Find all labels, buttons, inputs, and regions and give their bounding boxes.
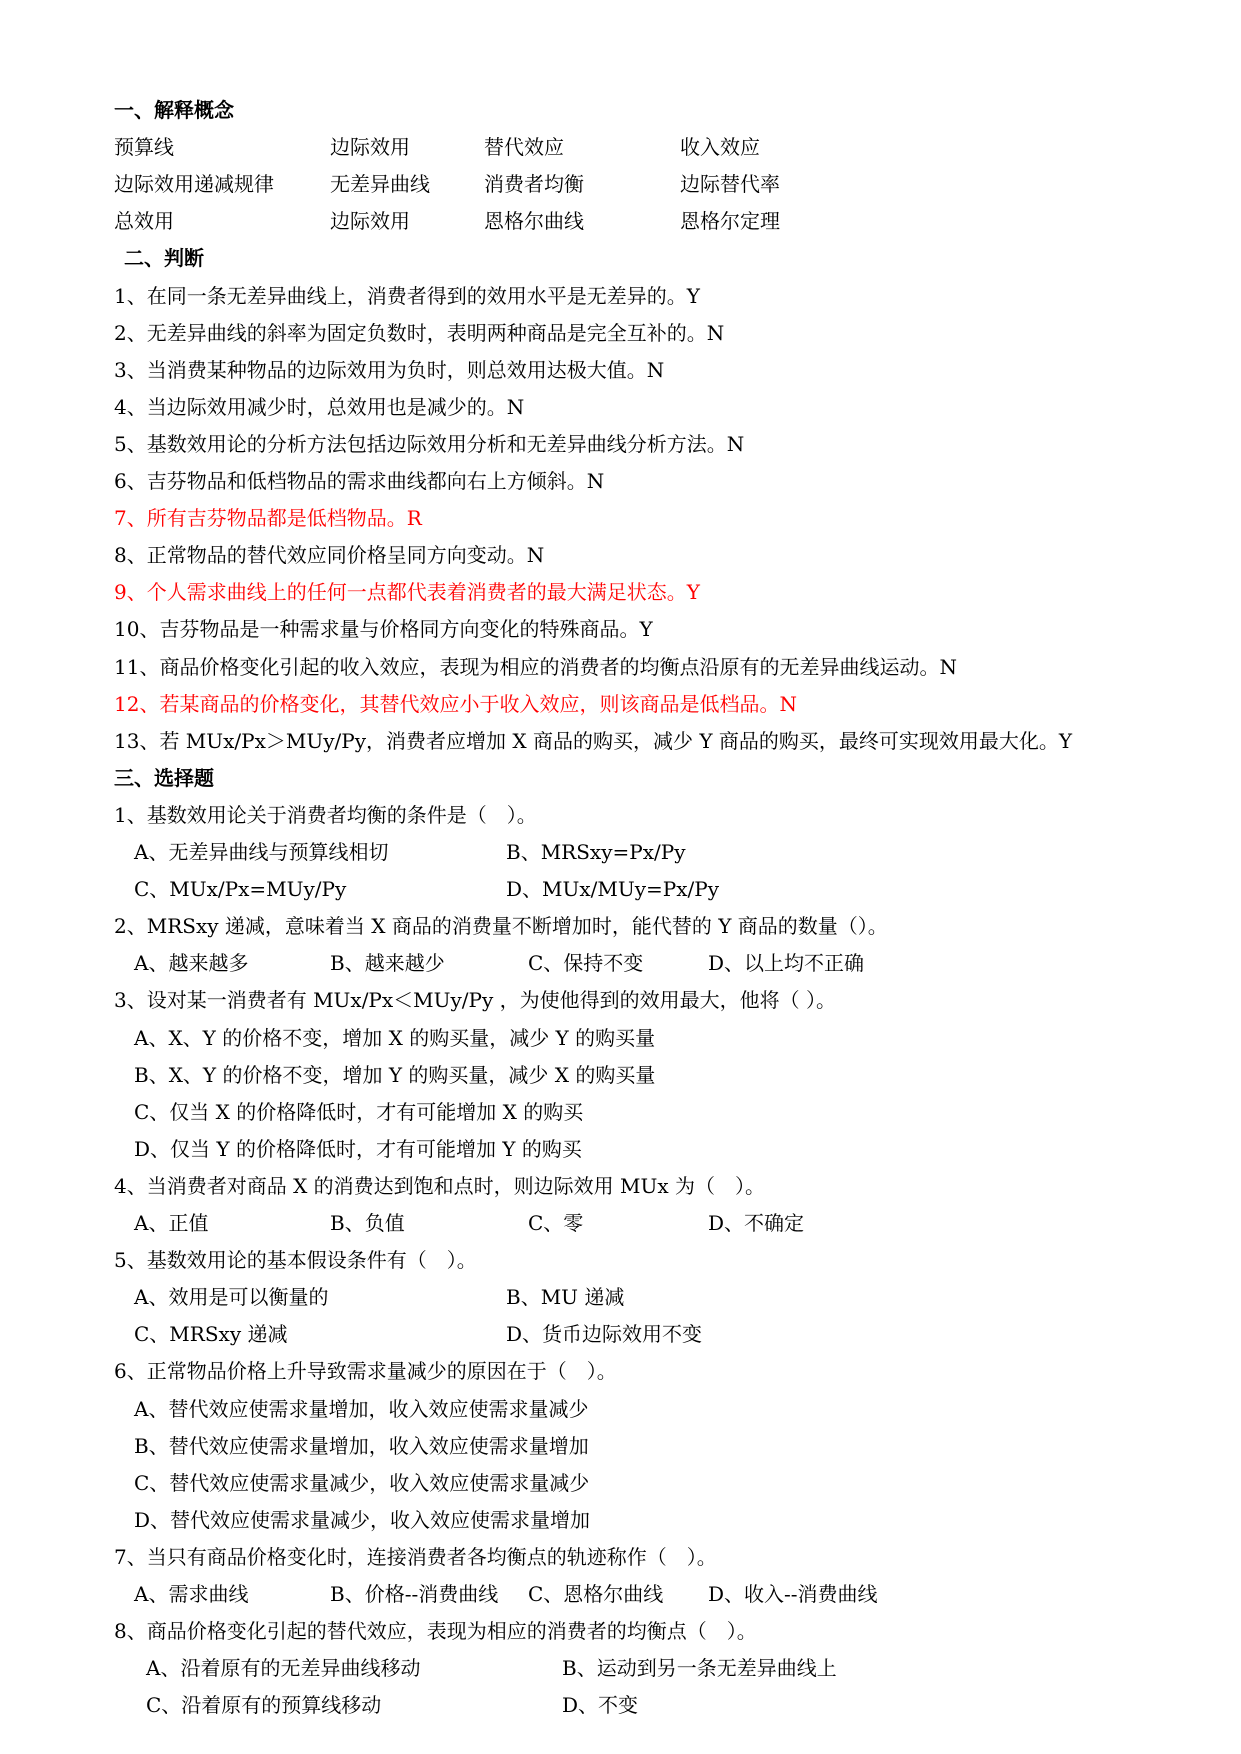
- option: D、仅当 Y 的价格降低时，才有可能增加 Y 的购买: [134, 1136, 582, 1161]
- option: A、效用是可以衡量的: [134, 1285, 329, 1310]
- judgment-text: 4、当边际效用减少时，总效用也是减少的。N: [114, 394, 525, 419]
- option: C、保持不变: [528, 951, 644, 976]
- option: B、价格--消费曲线: [330, 1582, 499, 1606]
- option: C、恩格尔曲线: [528, 1582, 664, 1606]
- option: D、收入--消费曲线: [708, 1582, 878, 1606]
- question-text: 4、当消费者对商品 X 的消费达到饱和点时，则边际效用 MUx 为（ ）。: [114, 1173, 766, 1198]
- question-text: 1、基数效用论关于消费者均衡的条件是（ ）。: [114, 802, 537, 827]
- question-text: 7、当只有商品价格变化时，连接消费者各均衡点的轨迹称作（ ）。: [114, 1544, 717, 1569]
- term: 恩格尔定理: [680, 209, 780, 234]
- term: 边际效用递减规律: [114, 172, 274, 197]
- judgment-text: 7、所有吉芬物品都是低档物品。R: [114, 506, 422, 531]
- term: 消费者均衡: [484, 172, 584, 197]
- option: A、越来越多: [134, 951, 249, 976]
- judgment-text: 6、吉芬物品和低档物品的需求曲线都向右上方倾斜。N: [114, 469, 605, 493]
- term: 收入效应: [680, 135, 760, 160]
- question-text: 8、商品价格变化引起的替代效应，表现为相应的消费者的均衡点（ ）。: [114, 1619, 757, 1644]
- option: A、正值: [134, 1211, 209, 1235]
- option: A、需求曲线: [134, 1582, 249, 1606]
- question-text: 5、基数效用论的基本假设条件有（ ）。: [114, 1248, 477, 1273]
- judgment-text: 2、无差异曲线的斜率为固定负数时，表明两种商品是完全互补的。N: [114, 320, 725, 345]
- option: C、替代效应使需求量减少，收入效应使需求量减少: [134, 1470, 590, 1495]
- option: B、替代效应使需求量增加，收入效应使需求量增加: [134, 1433, 589, 1458]
- option: C、沿着原有的预算线移动: [146, 1693, 382, 1718]
- option: A、替代效应使需求量增加，收入效应使需求量减少: [134, 1396, 589, 1421]
- option: D、货币边际效用不变: [506, 1322, 703, 1347]
- option: A、沿着原有的无差异曲线移动: [146, 1656, 421, 1681]
- term: 总效用: [114, 209, 174, 234]
- judgment-text: 13、若 MUx/Px＞MUy/Py，消费者应增加 X 商品的购买，减少 Y 商品的购买，最终可实现效用最大化。Y: [114, 728, 1073, 753]
- term: 无差异曲线: [330, 172, 430, 197]
- option: D、替代效应使需求量减少，收入效应使需求量增加: [134, 1507, 591, 1532]
- option: B、越来越少: [330, 951, 445, 976]
- judgment-text: 5、基数效用论的分析方法包括边际效用分析和无差异曲线分析方法。N: [114, 431, 745, 456]
- option: C、零: [528, 1211, 584, 1235]
- term: 恩格尔曲线: [484, 209, 584, 234]
- option: B、负值: [330, 1211, 405, 1235]
- option: C、仅当 X 的价格降低时，才有可能增加 X 的购买: [134, 1099, 584, 1124]
- judgment-text: 3、当消费某种物品的边际效用为负时，则总效用达极大值。N: [114, 357, 665, 382]
- judgment-text: 8、正常物品的替代效应同价格呈同方向变动。N: [114, 543, 545, 568]
- question-text: 6、正常物品价格上升导致需求量减少的原因在于（ ）。: [114, 1359, 617, 1384]
- option: D、以上均不正确: [708, 951, 865, 976]
- option: B、X、Y 的价格不变，增加 Y 的购买量，减少 X 的购买量: [134, 1062, 656, 1087]
- option: D、不变: [562, 1693, 639, 1718]
- judgment-text: 9、个人需求曲线上的任何一点都代表着消费者的最大满足状态。Y: [114, 580, 700, 605]
- term: 边际效用: [330, 135, 410, 160]
- term: 预算线: [114, 135, 174, 160]
- option: C、MRSxy 递减: [134, 1322, 288, 1347]
- option: A、无差异曲线与预算线相切: [134, 840, 389, 864]
- option: C、MUx/Px=MUy/Py: [134, 877, 347, 902]
- option: A、X、Y 的价格不变，增加 X 的购买量，减少 Y 的购买量: [134, 1025, 656, 1050]
- option: D、MUx/MUy=Px/Py: [506, 877, 720, 902]
- term: 边际替代率: [680, 172, 780, 197]
- option: D、不确定: [708, 1211, 805, 1235]
- section-title: 三、选择题: [114, 765, 214, 790]
- question-text: 2、MRSxy 递减，意味着当 X 商品的消费量不断增加时，能代替的 Y 商品的数量（）。: [114, 914, 888, 939]
- term: 边际效用: [330, 209, 410, 234]
- option: B、运动到另一条无差异曲线上: [562, 1656, 837, 1681]
- judgment-text: 12、若某商品的价格变化，其替代效应小于收入效应，则该商品是低档品。N: [114, 691, 797, 716]
- judgment-text: 11、商品价格变化引起的收入效应，表现为相应的消费者的均衡点沿原有的无差异曲线运动。N: [114, 654, 957, 679]
- question-text: 3、设对某一消费者有 MUx/Px＜MUy/Py ，为使他得到的效用最大，他将（ ）。: [114, 988, 837, 1013]
- option: B、MRSxy=Px/Py: [506, 840, 686, 864]
- term: 替代效应: [484, 135, 564, 160]
- section-title: 一、解释概念: [114, 98, 234, 122]
- judgment-text: 10、吉芬物品是一种需求量与价格同方向变化的特殊商品。Y: [114, 617, 653, 642]
- section-title: 二、判断: [124, 246, 204, 271]
- option: B、MU 递减: [506, 1285, 625, 1310]
- judgment-text: 1、在同一条无差异曲线上，消费者得到的效用水平是无差异的。Y: [114, 283, 700, 308]
